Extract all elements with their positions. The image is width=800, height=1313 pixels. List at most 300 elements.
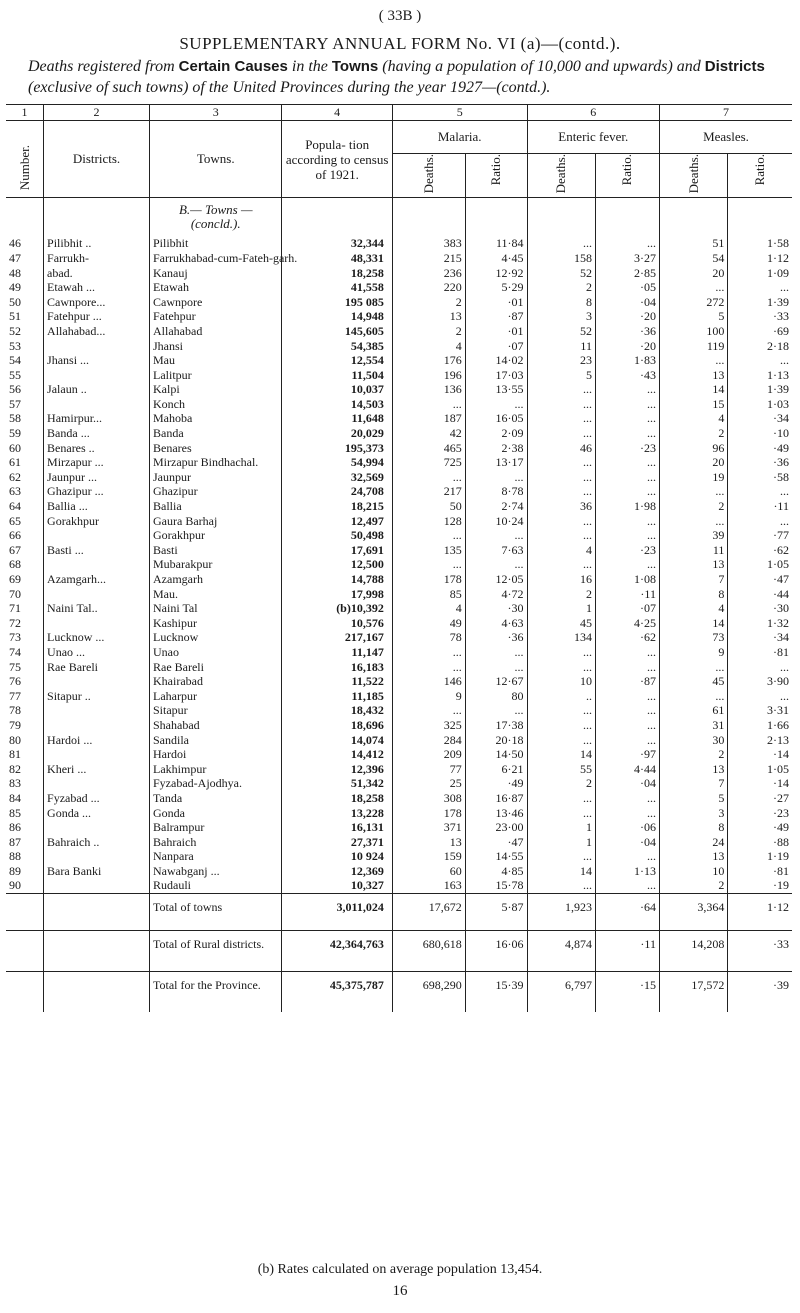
town-name: Banda [150,426,282,441]
district-name [44,397,150,412]
enteric-deaths: 1 [527,820,595,835]
total-enteric-ratio: ·15 [595,972,659,1013]
malaria-ratio: 5·29 [465,280,527,295]
table-row [6,762,792,777]
population: 18,432 [282,703,392,718]
malaria-deaths: 163 [392,878,465,893]
row-number: 86 [9,820,21,835]
district-name: Hamirpur... [44,411,150,426]
enteric-deaths: ... [527,849,595,864]
enteric-ratio: ·20 [595,339,659,354]
total-enteric-ratio: ·64 [595,894,659,931]
population: 16,183 [282,660,392,675]
measles-ratio: 2·13 [728,733,792,748]
measles-deaths: ... [659,689,727,704]
table-row [6,630,792,645]
malaria-deaths: ... [392,703,465,718]
colnum-2: 2 [44,105,150,121]
population: 48,331 [282,251,392,266]
malaria-deaths: 725 [392,455,465,470]
malaria-deaths: ... [392,645,465,660]
enteric-ratio: ... [595,806,659,821]
population: 18,258 [282,266,392,281]
measles-ratio: 1·13 [728,368,792,383]
table-row [6,382,792,397]
town-name: Fatehpur [150,309,282,324]
subtitle-part-1: Deaths registered from [28,58,175,75]
measles-deaths: ... [659,514,727,529]
population: 10,037 [282,382,392,397]
malaria-ratio: 2·09 [465,426,527,441]
row-number: 51 [9,309,21,324]
measles-ratio: ·81 [728,645,792,660]
malaria-ratio: 13·55 [465,382,527,397]
table-row [6,324,792,339]
table-row [6,309,792,324]
row-number: 62 [9,469,21,484]
enteric-deaths: 16 [527,572,595,587]
malaria-deaths: 60 [392,864,465,879]
table-row [6,528,792,543]
measles-ratio: 1·05 [728,557,792,572]
town-name: Ballia [150,499,282,514]
malaria-ratio: 2·38 [465,441,527,456]
measles-ratio: 1·09 [728,266,792,281]
enteric-ratio: 1·08 [595,572,659,587]
district-name: Naini Tal.. [44,601,150,616]
row-number: 76 [9,674,21,689]
population: 195,373 [282,441,392,456]
town-name: Mahoba [150,411,282,426]
row-number: 59 [9,426,21,441]
malaria-ratio: 17·03 [465,368,527,383]
enteric-deaths: ... [527,484,595,499]
malaria-ratio: 20·18 [465,733,527,748]
measles-ratio: ·44 [728,587,792,602]
malaria-deaths: ... [392,397,465,412]
enteric-deaths: ... [527,791,595,806]
district-name: Gorakhpur [44,514,150,529]
row-number: 66 [9,528,21,543]
malaria-ratio: 4·72 [465,587,527,602]
malaria-deaths: 146 [392,674,465,689]
measles-deaths: 13 [659,849,727,864]
town-name: Pilibhit [150,236,282,251]
enteric-ratio: ... [595,426,659,441]
malaria-ratio: 80 [465,689,527,704]
enteric-ratio: 1·83 [595,353,659,368]
town-name: Bahraich [150,835,282,850]
measles-deaths: 10 [659,864,727,879]
colnum-3: 3 [150,105,282,121]
enteric-ratio: ·23 [595,441,659,456]
town-name: Tanda [150,791,282,806]
enteric-deaths: 45 [527,616,595,631]
enteric-ratio: ... [595,689,659,704]
measles-ratio: 3·31 [728,703,792,718]
total-measles-deaths: 3,364 [659,894,727,931]
total-enteric-ratio: ·11 [595,931,659,972]
district-name [44,776,150,791]
measles-ratio: ... [728,353,792,368]
district-name [44,703,150,718]
measles-ratio: 3·90 [728,674,792,689]
malaria-ratio: ·30 [465,601,527,616]
measles-ratio: ·30 [728,601,792,616]
total-population: 45,375,787 [282,972,392,1013]
row-number: 57 [9,396,21,411]
enteric-ratio: ... [595,718,659,733]
town-name: Jhansi [150,339,282,354]
form-title: SUPPLEMENTARY ANNUAL FORM No. VI (a)—(contd.). [179,34,621,53]
measles-deaths: ... [659,660,727,675]
enteric-deaths: 2 [527,280,595,295]
page-number: ( 33B ) [378,8,422,24]
measles-deaths: 272 [659,295,727,310]
enteric-deaths: ... [527,718,595,733]
enteric-ratio: ... [595,382,659,397]
malaria-ratio: 13·46 [465,806,527,821]
town-name: Kashipur [150,616,282,631]
enteric-deaths: ... [527,426,595,441]
enteric-ratio: ·04 [595,776,659,791]
malaria-deaths: 284 [392,733,465,748]
population: 27,371 [282,835,392,850]
row-number: 81 [9,747,21,762]
measles-deaths: 119 [659,339,727,354]
malaria-deaths: 178 [392,806,465,821]
town-name: Farrukhabad-cum-Fateh-garh. [150,251,282,266]
row-number: 71 [9,601,21,616]
district-name: Jalaun .. [44,382,150,397]
enteric-deaths: 14 [527,747,595,762]
total-measles-ratio: 1·12 [728,894,792,931]
enteric-deaths: ... [527,411,595,426]
measles-deaths: 11 [659,543,727,558]
population: 11,504 [282,368,392,383]
enteric-deaths: ... [527,660,595,675]
district-name: Cawnpore... [44,295,150,310]
row-number: 54 [9,353,21,368]
malaria-deaths: 77 [392,762,465,777]
town-name: Naini Tal [150,601,282,616]
population: 10,327 [282,878,392,893]
malaria-ratio: ... [465,660,527,675]
population: 16,131 [282,820,392,835]
town-name: Konch [150,397,282,412]
measles-deaths: 4 [659,601,727,616]
enteric-ratio: 4·44 [595,762,659,777]
table-row [6,747,792,762]
population: 20,029 [282,426,392,441]
district-name: Rae Bareli [44,660,150,675]
measles-ratio: ·19 [728,878,792,893]
header-enteric-deaths: Deaths. [553,154,569,194]
malaria-deaths: 85 [392,587,465,602]
total-malaria-deaths: 680,618 [392,931,465,972]
malaria-ratio: ... [465,703,527,718]
district-name: Ghazipur ... [44,484,150,499]
malaria-deaths: 128 [392,514,465,529]
total-enteric-deaths: 1,923 [527,894,595,931]
measles-deaths: 13 [659,762,727,777]
district-name: Jhansi ... [44,353,150,368]
row-number: 52 [9,323,21,338]
malaria-ratio: ·07 [465,339,527,354]
town-name: Lalitpur [150,368,282,383]
enteric-ratio: 2·85 [595,266,659,281]
district-name [44,820,150,835]
malaria-ratio: ... [465,557,527,572]
measles-deaths: 19 [659,470,727,485]
table-row [6,514,792,529]
measles-deaths: 3 [659,806,727,821]
malaria-deaths: 178 [392,572,465,587]
row-number: 82 [9,761,21,776]
district-name: Fatehpur ... [44,309,150,324]
population: 54,994 [282,455,392,470]
district-name [44,528,150,543]
measles-ratio: 1·12 [728,251,792,266]
subtitle-part-4: (exclusive of such towns) of the United Provinces during the year 1927—(contd.). [28,79,551,96]
malaria-deaths: 42 [392,426,465,441]
row-number: 49 [9,280,21,295]
measles-ratio: ·77 [728,528,792,543]
table-row [6,835,792,850]
district-name: Azamgarh... [44,572,150,587]
enteric-deaths: 2 [527,587,595,602]
measles-deaths: ... [659,484,727,499]
enteric-ratio: ... [595,411,659,426]
measles-deaths: 7 [659,776,727,791]
town-name: Basti [150,543,282,558]
town-name: Kanauj [150,266,282,281]
row-number: 46 [9,236,21,251]
table-row [6,441,792,456]
enteric-deaths: 1 [527,601,595,616]
enteric-deaths: 23 [527,353,595,368]
measles-deaths: 15 [659,397,727,412]
row-number: 65 [9,513,21,528]
malaria-deaths: 78 [392,630,465,645]
population: 14,503 [282,397,392,412]
measles-deaths: 45 [659,674,727,689]
enteric-ratio: ... [595,397,659,412]
enteric-deaths: 46 [527,441,595,456]
measles-ratio: ·36 [728,455,792,470]
malaria-ratio: 8·78 [465,484,527,499]
header-malaria-ratio: Ratio. [488,154,504,186]
enteric-deaths: ... [527,733,595,748]
town-name: Allahabad [150,324,282,339]
measles-deaths: 96 [659,441,727,456]
table-row [6,776,792,791]
enteric-ratio: ·36 [595,324,659,339]
population: 18,696 [282,718,392,733]
population: 145,605 [282,324,392,339]
table-row [6,236,792,251]
measles-deaths: 14 [659,616,727,631]
total-enteric-deaths: 4,874 [527,931,595,972]
malaria-deaths: 217 [392,484,465,499]
district-name [44,616,150,631]
malaria-ratio: 16·87 [465,791,527,806]
malaria-ratio: 15·78 [465,878,527,893]
header-measles: Measles. [659,121,792,154]
table-row [6,864,792,879]
town-name: Sandila [150,733,282,748]
malaria-deaths: 465 [392,441,465,456]
colnum-5: 5 [392,105,527,121]
enteric-ratio: ... [595,660,659,675]
enteric-deaths: .. [527,689,595,704]
population: 12,554 [282,353,392,368]
district-name: Benares .. [44,441,150,456]
total-row [6,894,792,931]
enteric-deaths: 55 [527,762,595,777]
enteric-ratio: ... [595,236,659,251]
town-name: Mau. [150,587,282,602]
population: 13,228 [282,806,392,821]
town-name: Jaunpur [150,470,282,485]
enteric-deaths: ... [527,470,595,485]
measles-ratio: 1·66 [728,718,792,733]
folio-number: 16 [392,1283,408,1299]
row-number: 85 [9,805,21,820]
table-row [6,411,792,426]
measles-deaths: 20 [659,455,727,470]
enteric-ratio: ·04 [595,835,659,850]
enteric-ratio: ... [595,878,659,893]
population: 50,498 [282,528,392,543]
enteric-ratio: 1·13 [595,864,659,879]
population: 10 924 [282,849,392,864]
total-enteric-deaths: 6,797 [527,972,595,1013]
measles-deaths: 7 [659,572,727,587]
enteric-ratio: ... [595,514,659,529]
table-row [6,733,792,748]
measles-ratio: ·47 [728,572,792,587]
malaria-deaths: ... [392,528,465,543]
enteric-ratio: ... [595,470,659,485]
enteric-ratio: ... [595,455,659,470]
enteric-deaths: 2 [527,776,595,791]
measles-ratio: ... [728,484,792,499]
population: 12,396 [282,762,392,777]
population: 10,576 [282,616,392,631]
malaria-deaths: 135 [392,543,465,558]
malaria-ratio: ... [465,528,527,543]
town-name: Mirzapur Bindhachal. [150,455,282,470]
table-row [6,703,792,718]
measles-deaths: 13 [659,368,727,383]
town-name: Azamgarh [150,572,282,587]
population: 32,344 [282,236,392,251]
population: 11,648 [282,411,392,426]
header-enteric-ratio: Ratio. [619,154,635,186]
row-number: 87 [9,834,21,849]
measles-deaths: 14 [659,382,727,397]
colnum-4: 4 [282,105,392,121]
measles-deaths: 100 [659,324,727,339]
measles-ratio: 1·05 [728,762,792,777]
total-malaria-ratio: 16·06 [465,931,527,972]
town-name: Laharpur [150,689,282,704]
malaria-ratio: ... [465,645,527,660]
enteric-ratio: ·43 [595,368,659,383]
malaria-ratio: 14·55 [465,849,527,864]
measles-ratio: 1·03 [728,397,792,412]
colnum-1: 1 [6,105,44,121]
town-name: Rudauli [150,878,282,893]
measles-ratio: 2·18 [728,339,792,354]
measles-ratio: ·14 [728,776,792,791]
column-number-row [6,105,792,121]
measles-deaths: ... [659,353,727,368]
malaria-deaths: 49 [392,616,465,631]
district-name: Jaunpur ... [44,470,150,485]
malaria-deaths: 2 [392,324,465,339]
total-label: Total for the Province. [150,972,282,1013]
row-number: 75 [9,659,21,674]
district-name [44,587,150,602]
town-name: Nawabganj ... [150,864,282,879]
malaria-ratio: 14·50 [465,747,527,762]
header-towns: Towns. [150,121,282,198]
malaria-ratio: 10·24 [465,514,527,529]
enteric-deaths: 52 [527,324,595,339]
table-row [6,806,792,821]
table-row [6,397,792,412]
header-malaria: Malaria. [392,121,527,154]
malaria-deaths: 136 [392,382,465,397]
table-row [6,674,792,689]
town-name: Balrampur [150,820,282,835]
total-malaria-deaths: 17,672 [392,894,465,931]
district-name: Bara Banki [44,864,150,879]
measles-ratio: ·69 [728,324,792,339]
subtitle-bold-2: Towns [331,58,379,75]
total-population: 42,364,763 [282,931,392,972]
malaria-ratio: ·87 [465,309,527,324]
table-row [6,266,792,281]
population: 14,948 [282,309,392,324]
table-row [6,660,792,675]
measles-ratio: ... [728,689,792,704]
subtitle-bold-3: Districts [704,58,765,75]
measles-ratio: ·49 [728,441,792,456]
table-row [6,470,792,485]
malaria-deaths: 325 [392,718,465,733]
row-number: 64 [9,499,21,514]
measles-ratio: 1·32 [728,616,792,631]
district-name [44,339,150,354]
row-number: 88 [9,849,21,864]
table-row [6,368,792,383]
enteric-ratio: ... [595,484,659,499]
malaria-ratio: 23·00 [465,820,527,835]
row-number: 79 [9,717,21,732]
total-measles-ratio: ·33 [728,931,792,972]
table-row [6,484,792,499]
footnote: (b) Rates calculated on average population 13,454. [257,1262,543,1277]
town-name: Gaura Barhaj [150,514,282,529]
town-name: Ghazipur [150,484,282,499]
district-name: Gonda ... [44,806,150,821]
malaria-ratio: 4·45 [465,251,527,266]
row-number: 63 [9,484,21,499]
malaria-deaths: 50 [392,499,465,514]
